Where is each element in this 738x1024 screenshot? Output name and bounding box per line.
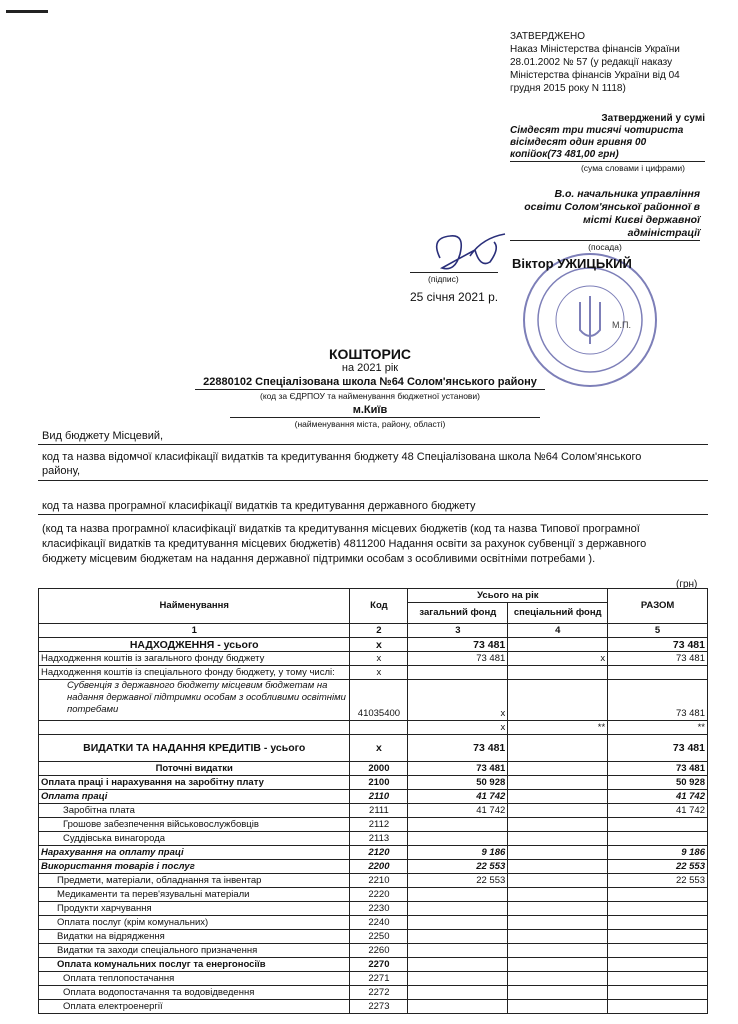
approved-sum-note: (сума словами і цифрами)	[510, 161, 705, 174]
table-row	[39, 735, 708, 762]
approved-sum-title: Затверджений у сумі	[601, 113, 705, 124]
cell-general	[408, 902, 508, 916]
signer-name: Віктор УЖИЦЬКИЙ	[512, 256, 632, 271]
position-line: освіти Солом'янської районної в	[524, 201, 700, 213]
cell-code: 2000	[350, 762, 408, 776]
cell-code: 2110	[350, 790, 408, 804]
cell-general: 50 928	[408, 776, 508, 790]
col-header-general: загальний фонд	[408, 603, 508, 624]
table-row	[39, 776, 708, 790]
cell-special	[508, 638, 608, 652]
cell-name: Предмети, матеріали, обладнання та інвентар	[39, 874, 350, 888]
institution-name: 22880102 Спеціалізована школа №64 Солом'янського району	[203, 376, 537, 388]
cell-general	[408, 916, 508, 930]
dept-classification-line: району,	[42, 465, 81, 477]
cell-general: 22 553	[408, 874, 508, 888]
table-row	[39, 986, 708, 1000]
cell-code: 2112	[350, 818, 408, 832]
cell-special	[508, 916, 608, 930]
approved-sum-words: копійок(73 481,00 грн)	[510, 149, 619, 160]
position-line: В.о. начальника управління	[554, 188, 700, 200]
cell-total: 73 481	[608, 638, 708, 652]
cell-code: х	[350, 652, 408, 666]
table-row	[39, 680, 708, 721]
cell-total	[608, 944, 708, 958]
cell-special	[508, 874, 608, 888]
table-row	[39, 874, 708, 888]
cell-general: 73 481	[408, 762, 508, 776]
cell-general	[408, 986, 508, 1000]
cell-general	[408, 818, 508, 832]
cell-special	[508, 888, 608, 902]
col-number: 5	[608, 624, 708, 638]
program-classification: код та назва програмної класифікації видатків та кредитування державного бюджету	[42, 500, 476, 512]
cell-special	[508, 818, 608, 832]
cell-special	[508, 930, 608, 944]
cell-name: Оплата праці	[39, 790, 350, 804]
dept-classification-line: код та назва відомчої класифікації видатків та кредитування бюджету 48 Спеціалізована школа №64 Солом'янського	[42, 451, 642, 463]
cell-special	[508, 860, 608, 874]
table-row	[39, 638, 708, 652]
cell-special	[508, 776, 608, 790]
cell-general	[408, 972, 508, 986]
position-line: адміністрації	[627, 227, 700, 239]
cell-name: Оплата праці і нарахування на заробітну плату	[39, 776, 350, 790]
cell-total	[608, 958, 708, 972]
cell-total: **	[608, 721, 708, 735]
cell-general: 9 186	[408, 846, 508, 860]
cell-general	[408, 832, 508, 846]
document-title: КОШТОРИС	[328, 346, 412, 362]
cell-general	[408, 944, 508, 958]
stamp-label: М.П.	[612, 320, 631, 330]
cell-total	[608, 818, 708, 832]
cell-code: 2111	[350, 804, 408, 818]
local-classification	[42, 522, 707, 567]
cell-code: 2230	[350, 902, 408, 916]
col-number: 4	[508, 624, 608, 638]
cell-general	[408, 958, 508, 972]
cell-code: 2200	[350, 860, 408, 874]
cell-total: 73 481	[608, 735, 708, 762]
table-row	[39, 930, 708, 944]
position-note: (посада)	[510, 240, 700, 254]
cell-general	[408, 930, 508, 944]
cell-code	[350, 721, 408, 735]
local-classification-line: класифікації видатків та кредитування місцевих бюджетів) 4811200 Надання освіти за рахунок субвенції з державного	[42, 538, 647, 550]
cell-name: Оплата водопостачання та водовідведення	[39, 986, 350, 1000]
cell-general: 41 742	[408, 790, 508, 804]
cell-total	[608, 1000, 708, 1014]
cell-general: х	[408, 680, 508, 721]
cell-special	[508, 972, 608, 986]
cell-code: 2250	[350, 930, 408, 944]
approved-sum-words: вісімдесят один гривня 00	[510, 137, 647, 148]
cell-code: 2273	[350, 1000, 408, 1014]
cell-code: 2100	[350, 776, 408, 790]
cell-name: Надходження коштів із загального фонду бюджету	[39, 652, 350, 666]
table-row	[39, 652, 708, 666]
cell-total: 73 481	[608, 762, 708, 776]
cell-total	[608, 666, 708, 680]
cell-special	[508, 804, 608, 818]
cell-total	[608, 832, 708, 846]
cell-special	[508, 986, 608, 1000]
col-number: 3	[408, 624, 508, 638]
document-year: на 2021 рік	[341, 362, 399, 374]
cell-name: Заробітна плата	[39, 804, 350, 818]
approval-line: грудня 2015 року N 1118)	[510, 83, 626, 94]
cell-name: Продукти харчування	[39, 902, 350, 916]
cell-code: 2220	[350, 888, 408, 902]
cell-special	[508, 1000, 608, 1014]
approval-line: ЗАТВЕРДЖЕНО	[510, 31, 586, 42]
cell-name: Оплата теплопостачання	[39, 972, 350, 986]
city-note: (найменування міста, району, області)	[294, 419, 446, 429]
cell-name: Оплата комунальних послуг та енергоносіїв	[39, 958, 350, 972]
cell-special	[508, 902, 608, 916]
cell-name: Грошове забезпечення військовослужбовців	[39, 818, 350, 832]
cell-total	[608, 986, 708, 1000]
table-row	[39, 804, 708, 818]
cell-code: х	[350, 735, 408, 762]
cell-general: 73 481	[408, 638, 508, 652]
col-header-name: Найменування	[39, 589, 350, 624]
cell-total: 50 928	[608, 776, 708, 790]
cell-special	[508, 944, 608, 958]
col-number: 1	[39, 624, 350, 638]
cell-name: Видатки на відрядження	[39, 930, 350, 944]
estimate-table	[38, 588, 708, 1014]
table-row	[39, 790, 708, 804]
table-row	[39, 944, 708, 958]
table-row	[39, 832, 708, 846]
table-row	[39, 721, 708, 735]
cell-code: 2272	[350, 986, 408, 1000]
table-row	[39, 846, 708, 860]
cell-total: 22 553	[608, 860, 708, 874]
cell-general	[408, 666, 508, 680]
institution-note: (код за ЄДРПОУ та найменування бюджетної установи)	[259, 391, 481, 401]
cell-total: 41 742	[608, 790, 708, 804]
cell-total	[608, 972, 708, 986]
cell-special	[508, 680, 608, 721]
table-row	[39, 888, 708, 902]
cell-general: 73 481	[408, 735, 508, 762]
approval-line: Міністерства фінансів України від 04	[510, 70, 680, 81]
position-block	[510, 188, 700, 254]
cell-special	[508, 846, 608, 860]
table-row	[39, 972, 708, 986]
cell-special	[508, 735, 608, 762]
official-seal	[520, 250, 660, 390]
cell-name: Суддівська винагорода	[39, 832, 350, 846]
cell-total	[608, 888, 708, 902]
cell-general	[408, 1000, 508, 1014]
cell-name: Оплата електроенергії	[39, 1000, 350, 1014]
approval-block	[510, 30, 715, 95]
budget-type: Вид бюджету Місцевий,	[42, 430, 164, 442]
handwritten-signature	[420, 228, 510, 280]
cell-code: 2260	[350, 944, 408, 958]
cell-name: Нарахування на оплату праці	[39, 846, 350, 860]
approval-line: 28.01.2002 № 57 (у редакції наказу	[510, 57, 673, 68]
dept-classification	[42, 450, 702, 478]
cell-code: х	[350, 666, 408, 680]
cell-total	[608, 930, 708, 944]
cell-special: х	[508, 652, 608, 666]
cell-general: 41 742	[408, 804, 508, 818]
col-header-year: Усього на рік	[408, 589, 608, 603]
approval-date: 25 січня 2021 р.	[410, 290, 499, 304]
corner-mark	[6, 10, 48, 13]
table-row	[39, 666, 708, 680]
local-classification-line: (код та назва програмної класифікації видатків та кредитування місцевих бюджетів (код та назва Типової програмної	[42, 523, 640, 535]
cell-code: 2120	[350, 846, 408, 860]
cell-special	[508, 790, 608, 804]
cell-total: 73 481	[608, 652, 708, 666]
signature-note: (підпис)	[428, 274, 459, 284]
approved-sum-block	[510, 113, 705, 174]
cell-special	[508, 762, 608, 776]
cell-code: х	[350, 638, 408, 652]
cell-name: Поточні видатки	[39, 762, 350, 776]
position-line: місті Києві державної	[583, 214, 700, 226]
cell-code: 41035400	[350, 680, 408, 721]
approval-line: Наказ Міністерства фінансів України	[510, 44, 680, 55]
cell-general: 73 481	[408, 652, 508, 666]
city-name: м.Київ	[352, 404, 388, 416]
cell-code: 2270	[350, 958, 408, 972]
cell-code: 2240	[350, 916, 408, 930]
cell-special	[508, 958, 608, 972]
cell-code: 2113	[350, 832, 408, 846]
cell-name: Видатки та заходи спеціального призначення	[39, 944, 350, 958]
cell-general	[408, 888, 508, 902]
table-row	[39, 818, 708, 832]
cell-name	[39, 721, 350, 735]
col-header-code: Код	[350, 589, 408, 624]
cell-general: 22 553	[408, 860, 508, 874]
cell-code: 2210	[350, 874, 408, 888]
cell-total: 73 481	[608, 680, 708, 721]
table-row	[39, 958, 708, 972]
currency-note: (грн)	[676, 579, 698, 590]
cell-total: 22 553	[608, 874, 708, 888]
cell-name: ВИДАТКИ ТА НАДАННЯ КРЕДИТІВ - усього	[39, 735, 350, 762]
cell-name: Оплата послуг (крім комунальних)	[39, 916, 350, 930]
cell-name: Субвенція з державного бюджету місцевим бюджетам на надання державної підтримки особам з особливими освітніми потребами	[39, 680, 350, 721]
local-classification-line: бюджету місцевим бюджетам на надання державної підтримки особам з особливими освітніми потребами ).	[42, 553, 596, 565]
cell-general: х	[408, 721, 508, 735]
cell-name: Використання товарів і послуг	[39, 860, 350, 874]
table-row	[39, 762, 708, 776]
table-row	[39, 1000, 708, 1014]
approved-sum-words: Сімдесят три тисячі чотириста	[510, 125, 684, 136]
table-row	[39, 916, 708, 930]
cell-total: 9 186	[608, 846, 708, 860]
cell-special: **	[508, 721, 608, 735]
col-header-special: спеціальний фонд	[508, 603, 608, 624]
cell-special	[508, 666, 608, 680]
cell-name: НАДХОДЖЕННЯ - усього	[39, 638, 350, 652]
cell-name: Надходження коштів із спеціального фонду бюджету, у тому числі:	[39, 666, 350, 680]
table-row	[39, 860, 708, 874]
cell-code: 2271	[350, 972, 408, 986]
table-row	[39, 902, 708, 916]
col-number: 2	[350, 624, 408, 638]
cell-special	[508, 832, 608, 846]
cell-total	[608, 916, 708, 930]
cell-total: 41 742	[608, 804, 708, 818]
cell-name: Медикаменти та перев'язувальні матеріали	[39, 888, 350, 902]
cell-total	[608, 902, 708, 916]
col-header-total: РАЗОМ	[608, 589, 708, 624]
